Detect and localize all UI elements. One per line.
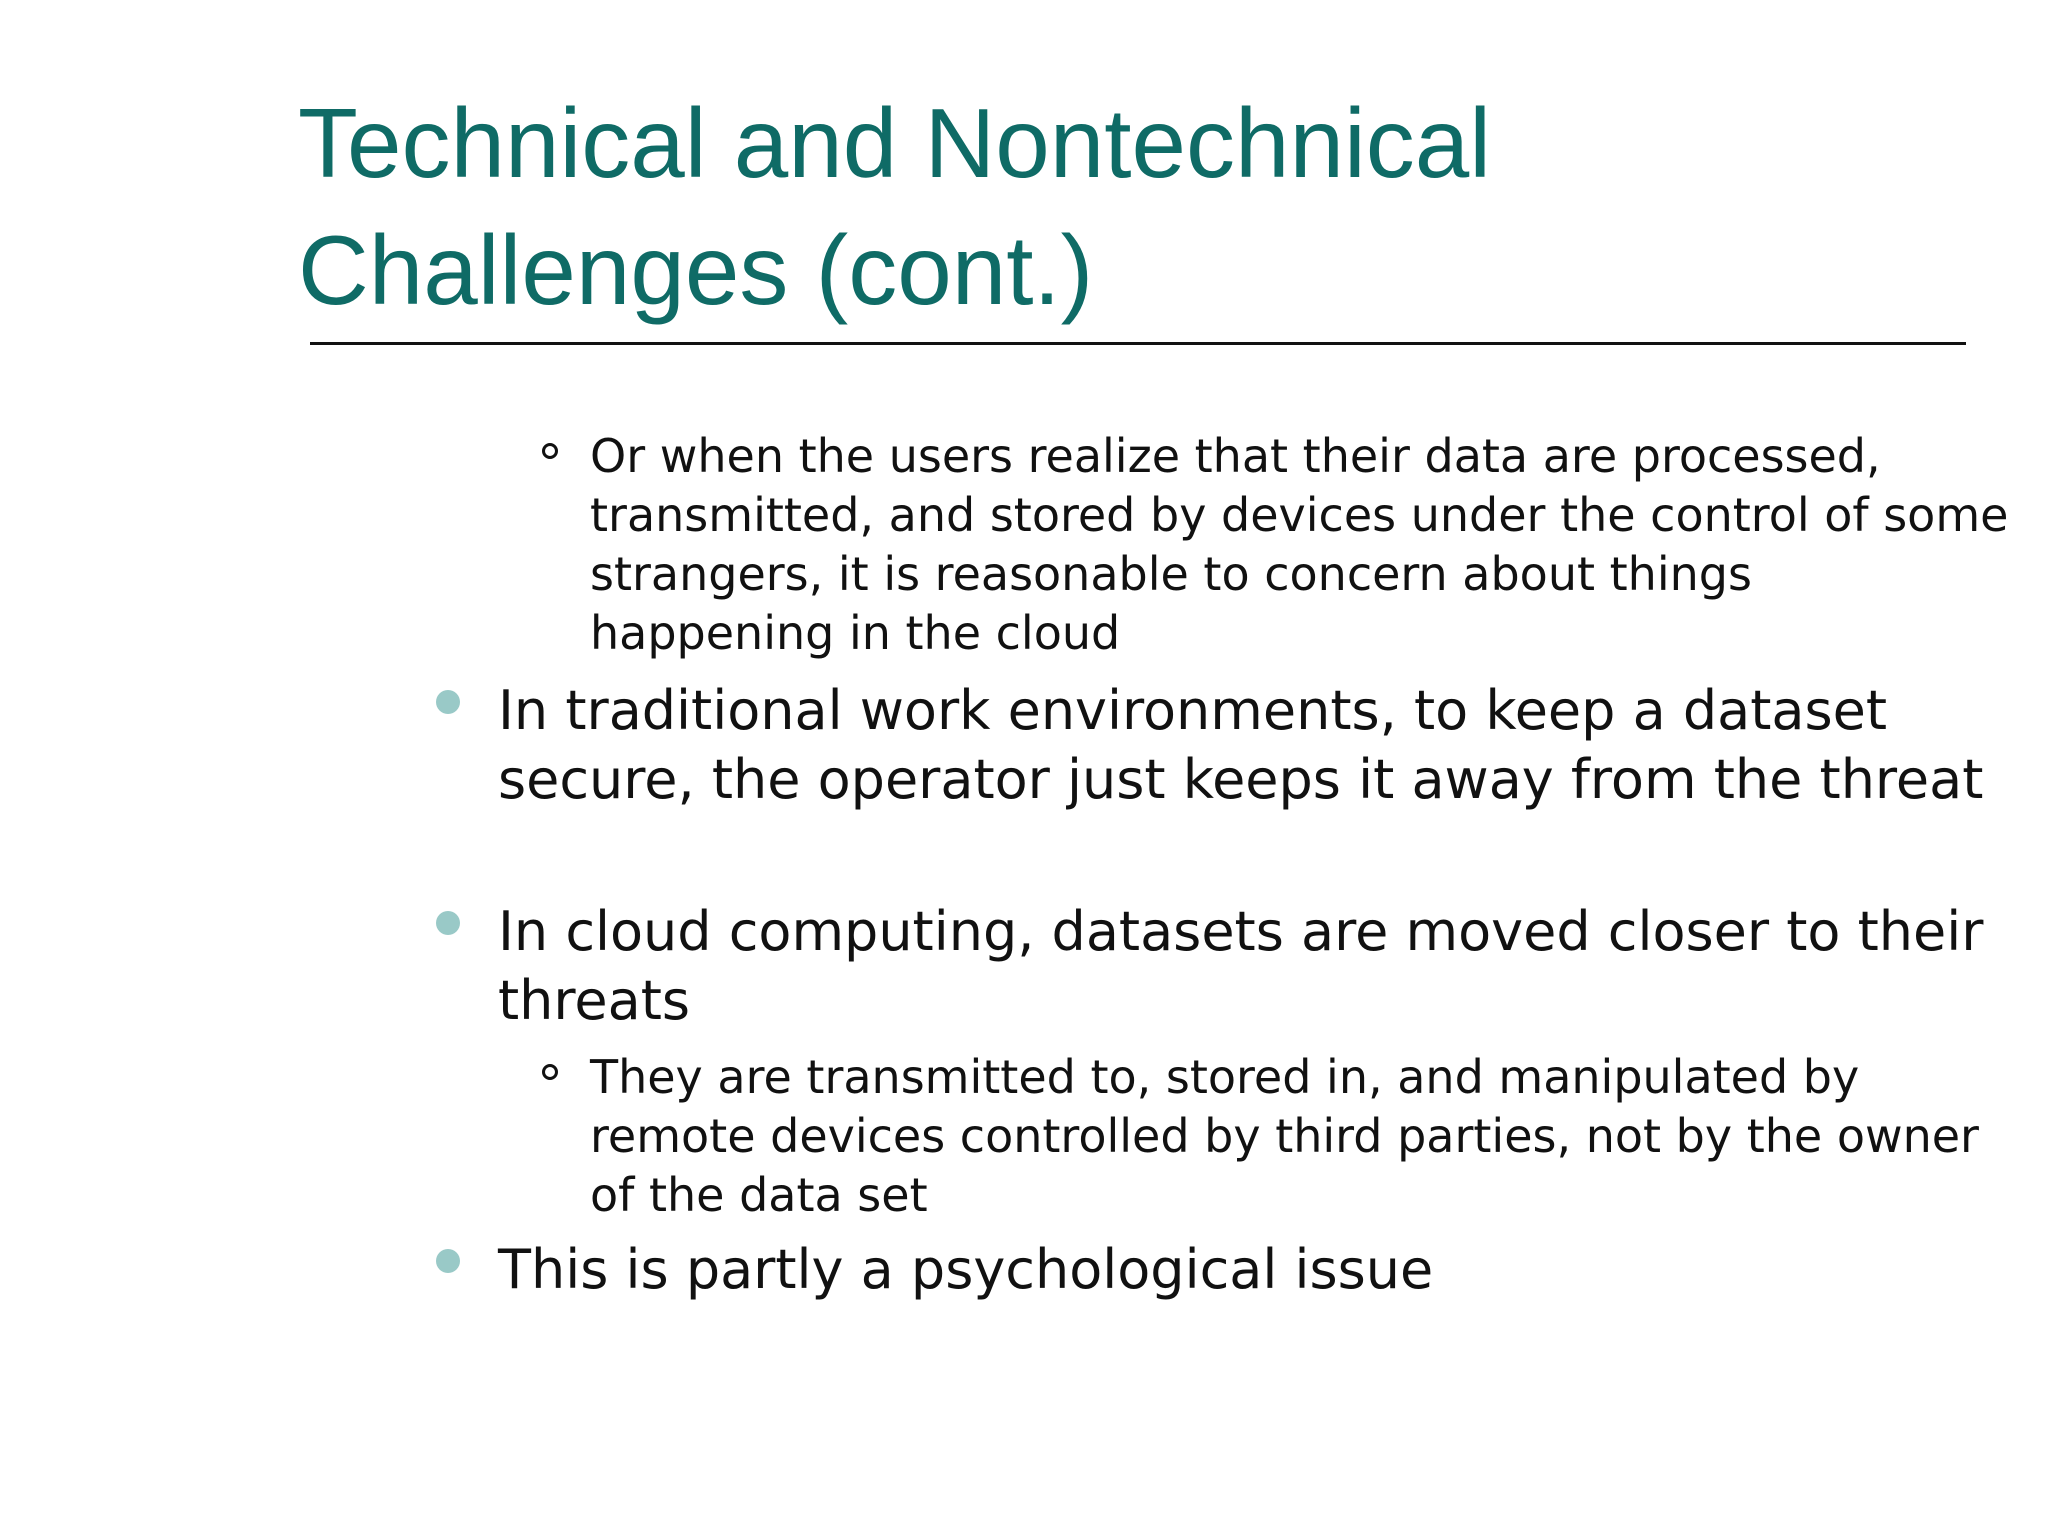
bullet-item — [498, 897, 1998, 1035]
dot-bullet-icon — [436, 1249, 460, 1273]
hollow-circle-bullet-icon — [542, 443, 558, 459]
dot-bullet-icon — [436, 690, 460, 714]
bullet-text: In cloud computing, datasets are moved closer to their threats — [498, 900, 1984, 1032]
sub-bullet-text: Or when the users realize that their data are processed, transmitted, and stored by devices under the control of some strangers, it is reasonable to concern about things happening in the cloud — [590, 429, 2009, 660]
bullet-text: In traditional work environments, to keep a dataset secure, the operator just keeps it away from the threat — [498, 679, 1984, 811]
sub-bullet-text: They are transmitted to, stored in, and manipulated by remote devices controlled by third parties, not by the owner of the data set — [590, 1050, 1979, 1222]
slide-title: Technical and Nontechnical Challenges (cont.) — [298, 88, 1492, 325]
dot-bullet-icon — [436, 911, 460, 935]
title-divider — [310, 342, 1966, 345]
bullet-text: This is partly a psychological issue — [498, 1238, 1434, 1301]
bullet-item — [498, 676, 1998, 814]
hollow-circle-bullet-icon — [542, 1064, 558, 1080]
sub-bullet-item — [590, 427, 2010, 663]
bullet-item — [498, 1235, 1998, 1304]
sub-bullet-item — [590, 1048, 2010, 1225]
